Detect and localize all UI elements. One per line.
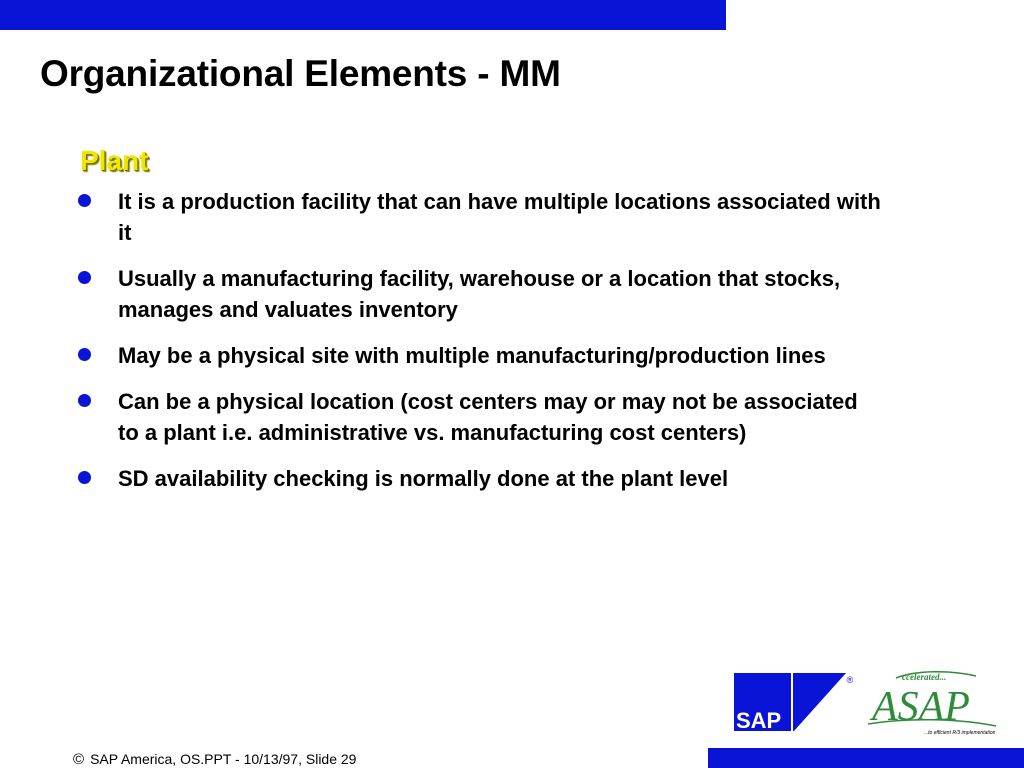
svg-text:®: ® [846, 675, 854, 685]
bullet-list [72, 186, 882, 509]
bullet-text: SD availability checking is normally done at the plant level [118, 466, 729, 491]
bullet-icon [78, 471, 91, 484]
list-item [72, 263, 882, 325]
bullet-text: May be a physical site with multiple manufacturing/production lines [118, 343, 826, 368]
bottom-accent-bar [708, 748, 1024, 768]
svg-text:...to efficient R/3 implementa: ...to efficient R/3 implementation [924, 730, 996, 736]
top-accent-bar [0, 0, 726, 30]
asap-logo [866, 670, 1000, 736]
copyright-symbol: © [73, 751, 85, 768]
bullet-icon [78, 394, 91, 407]
bullet-icon [78, 348, 91, 361]
list-item [72, 463, 882, 494]
bullet-text: Usually a manufacturing facility, warehouse or a location that stocks, manages and valuates inventory [118, 266, 841, 322]
section-heading: Plant [80, 145, 149, 176]
footer [73, 751, 356, 768]
list-item [72, 186, 882, 248]
bullet-icon [78, 271, 91, 284]
slide-title: Organizational Elements - MM [40, 53, 561, 94]
sap-logo [734, 673, 858, 731]
bullet-text: Can be a physical location (cost centers may or may not be associated to a plant i.e. administrative vs. manufacturing cost centers) [118, 389, 858, 445]
svg-text:SAP: SAP [736, 708, 782, 731]
bullet-text: It is a production facility that can have multiple locations associated with it [118, 189, 881, 245]
bullet-icon [78, 194, 91, 207]
svg-text:ASAP: ASAP [872, 684, 970, 730]
svg-text:ccelerated...: ccelerated... [902, 672, 947, 682]
list-item [72, 340, 882, 371]
footer-label: SAP America, OS.PPT - 10/13/97, Slide 29 [90, 751, 357, 767]
list-item [72, 386, 882, 448]
